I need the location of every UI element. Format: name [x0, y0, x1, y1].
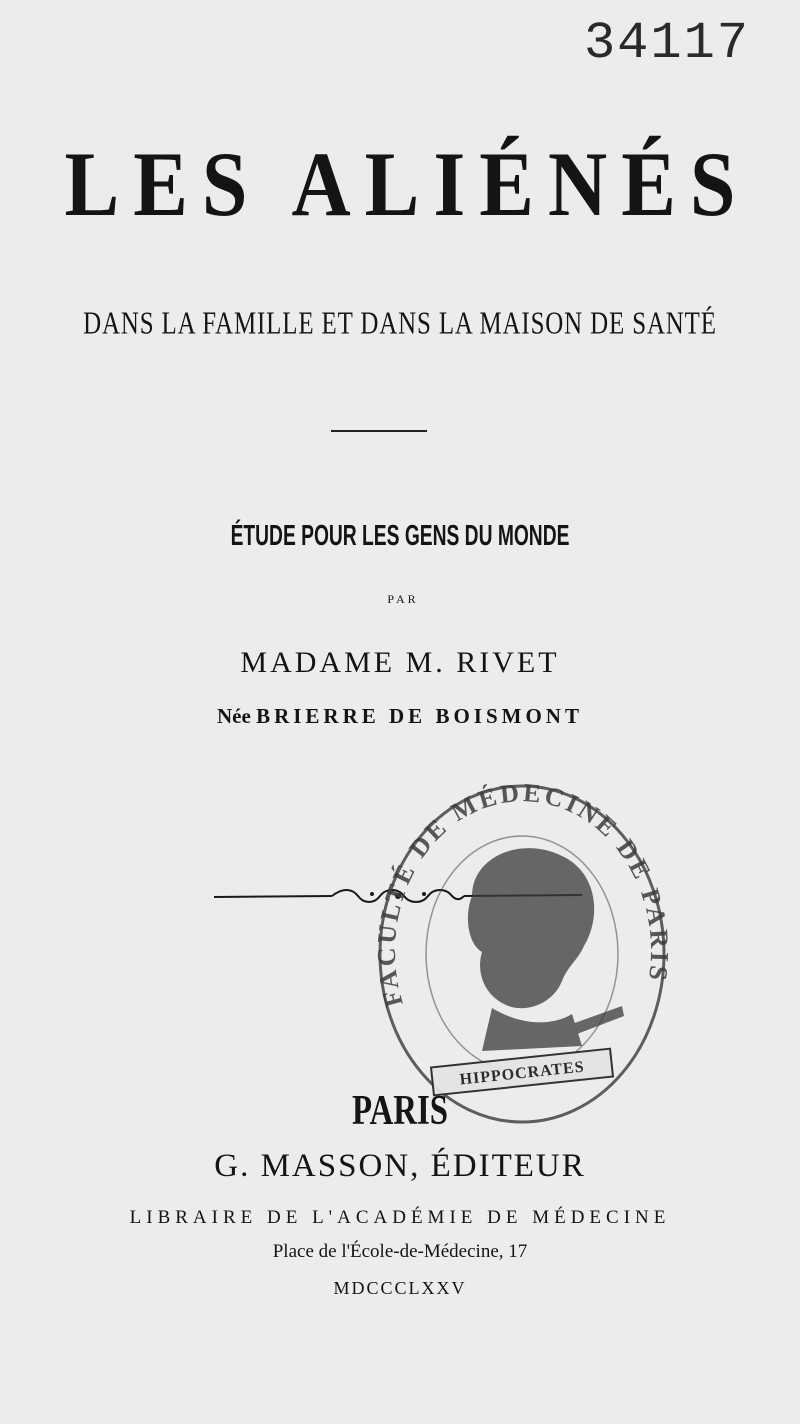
birth-prefix: Née	[217, 704, 251, 728]
stamp-arc-text: FACULTÉ DE MÉDECINE DE PARIS	[372, 777, 675, 1011]
birth-name-line	[0, 704, 800, 729]
short-rule-divider	[331, 430, 427, 432]
book-subtitle: DANS LA FAMILLE ET DANS LA MAISON DE SANTÉ	[83, 306, 717, 342]
shelfmark-number: 34117	[583, 14, 750, 73]
publication-year: MDCCCLXXV	[333, 1278, 467, 1298]
birth-name: BRIERRE DE BOISMONT	[256, 704, 583, 728]
publication-city: PARIS	[352, 1085, 448, 1134]
author-name: MADAME M. RIVET	[240, 646, 560, 679]
study-line: ÉTUDE POUR LES GENS DU MONDE	[230, 518, 570, 552]
by-label: PAR	[387, 592, 419, 606]
book-title: LES ALIÉNÉS	[64, 133, 750, 236]
publisher-name: G. MASSON, ÉDITEUR	[214, 1148, 586, 1184]
publisher-address: Place de l'École-de-Médecine, 17	[272, 1241, 528, 1262]
library-stamp	[372, 776, 682, 1132]
portrait-bust-icon	[468, 848, 624, 1051]
publisher-role: LIBRAIRE DE L'ACADÉMIE DE MÉDECINE	[129, 1207, 671, 1228]
stamp-banner-text: HIPPOCRATES	[458, 1058, 586, 1089]
